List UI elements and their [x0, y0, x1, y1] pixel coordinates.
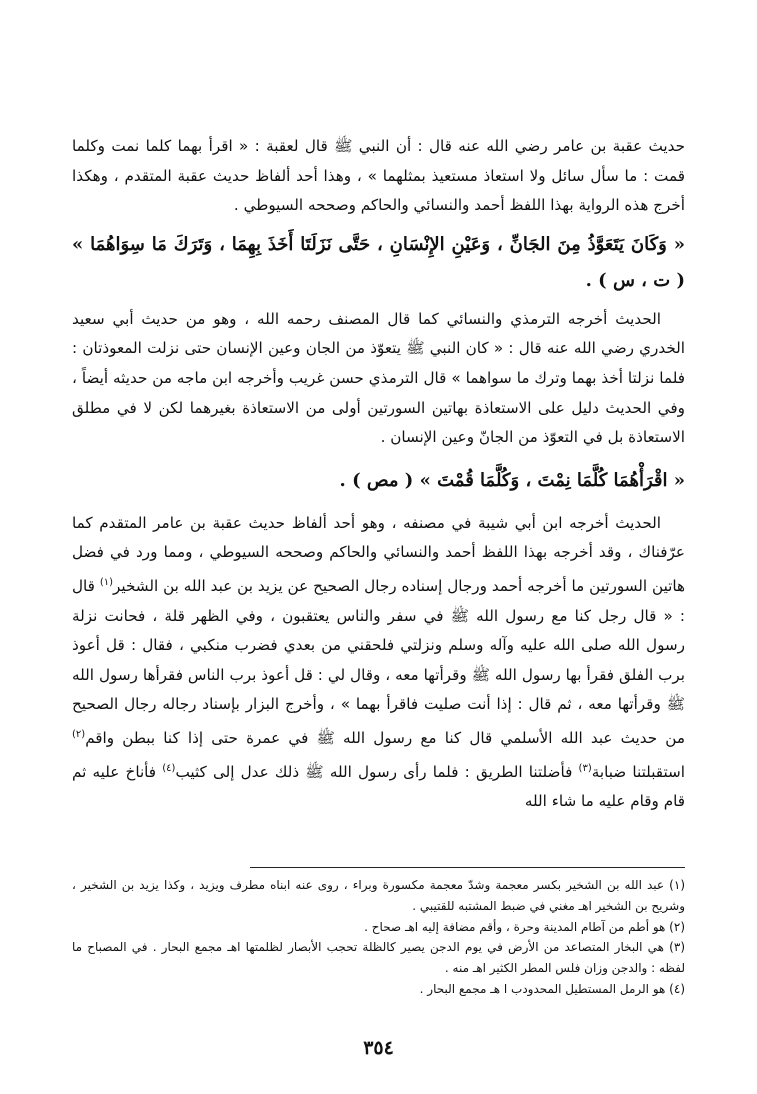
footnote-2: (٢) هو أطم من آطام المدينة وحرة ، وأقم مضافة إليه اهـ صحاح .	[364, 919, 685, 934]
paragraph-3-part-e: فأناخ عليه ثم قام وقام عليه ما شاء الله	[72, 762, 685, 811]
footnote-4: (٤) هو الرمل المستطيل المحدودب ا هـ مجمع البحار .	[419, 981, 685, 996]
paragraph-1: حديث عقبة بن عامر رضي الله عنه قال : أن النبي ﷺ قال لعقبة : « اقرأ بهما كلما نمت وكلما قمت : ما سأل سائل ولا استعاذ مستعيذ بمثلهما » ، وهذا أحد ألفاظ حديث عقبة المتقدم ، وهكذا أخرج هذه الرواية بهذا اللفظ أحمد والنسائي والحاكم وصححه السيوطي .	[72, 137, 685, 215]
paragraph-3-part-a: الحديث أخرجه ابن أبي شيبة في مصنفه ، وهو أحد ألفاظ حديث عقبة بن عامر المتقدم كما عرّفناك ، وقد أخرجه بهذا اللفظ أحمد والنسائي والحاكم وصححه السيوطي ، ومما ورد في فضل هاتين السورتين ما أخرجه أحمد ورجال إسناده رجال الصحيح عن يزيد بن عبد الله بن الشخير	[72, 513, 686, 595]
footnote-1: (١) عبد الله بن الشخير بكسر معجمة وشدّ معجمة مكسورة وبراء ، روى عنه ابناه مطرف ويزيد ، وكذا يزيد بن الشخير ، وشريح بن الشخير اهـ مغني في ضبط المشتبه للقتيبي .	[72, 878, 685, 913]
paragraph-3-part-c: استقبلتنا ضبابة	[591, 762, 685, 781]
footnote-divider	[250, 867, 685, 868]
paragraph-3-part-d: فأضلتنا الطريق : فلما رأى رسول الله ﷺ ذلك عدل إلى كثيب	[175, 762, 579, 781]
hadith-text-1: « وَكَانَ يَتَعَوَّذُ مِنَ الجَانِّ ، وَعَيْنِ الإِنْسَانِ ، حَتَّى نَزَلَتَا أَخَذَ بِهِمَا ، وَتَرَكَ مَا سِوَاهُمَا » ( ت ، س ) .	[72, 233, 685, 291]
paragraph-3	[72, 509, 685, 817]
page-body	[72, 132, 685, 817]
footnote-ref-2: (٢)	[72, 728, 86, 740]
footnote-3: (٣) هي البخار المتصاعد من الأرض في يوم الدجن يصير كالظلة تحجب الأبصار لظلمتها اهـ مجمع البحار . في المصباح ما لفظه : والدجن وزان فلس المطر الكثير اهـ منه .	[72, 940, 685, 976]
footnotes	[72, 875, 685, 1000]
footnote-ref-1: (١)	[99, 576, 114, 588]
page-number: ٣٥٤	[363, 1037, 394, 1059]
paragraph-3-part-b: قال : « قال رجل كنا مع رسول الله ﷺ في سفر والناس يعتقبون ، وفي الظهر قلة ، فحانت نزلة رسول الله صلى الله عليه وآله وسلم ونزلتي فلحقني من بعدي فضرب منكبي ، فقال : قل أعوذ برب الفلق فقرأ بها رسول الله ﷺ وقرأتها معه ، وقال لي : قل أعوذ برب الناس فقرأها رسول الله ﷺ وقرأتها معه ، ثم قال : إذا أنت صليت فاقرأ بهما » ، وأخرج البزار بإسناد رجاله رجال الصحيح من حديث عبد الله الأسلمي قال كنا مع رسول الله ﷺ في عمرة حتى إذا كنا ببطن واقم	[72, 577, 685, 748]
hadith-text-2: « اقْرَأْهُمَا كُلَّمَا نِمْتَ ، وَكُلَّمَا قُمْتَ » ( مص ) .	[339, 469, 685, 491]
footnote-ref-3: (٣)	[578, 762, 592, 774]
footnote-ref-4: (٤)	[162, 762, 176, 774]
paragraph-2: الحديث أخرجه الترمذي والنسائي كما قال المصنف رحمه الله ، وهو من حديث أبي سعيد الخدري رضي الله عنه قال : « كان النبي ﷺ يتعوّذ من الجان وعين الإنسان حتى نزلت المعوذتان : فلما نزلتا أخذ بهما وترك ما سواهما » قال الترمذي حسن غريب وأخرجه ابن ماجه من حديثه أيضاً ، وفي الحديث دليل على الاستعاذة بهاتين السورتين أولى من الاستعاذة بغيرهما لكن لا في مطلق الاستعاذة بل في التعوّذ من الجانّ وعين الإنسان .	[72, 309, 685, 447]
